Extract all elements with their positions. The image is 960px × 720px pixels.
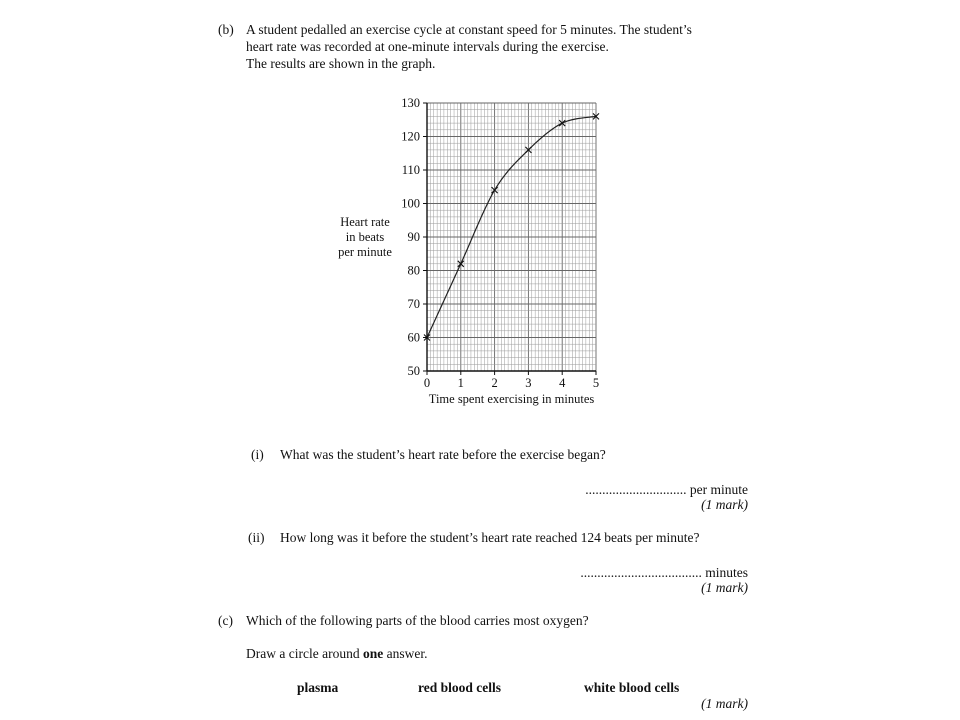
question-ii-mark: (1 mark) <box>701 580 748 595</box>
instruction-post: answer. <box>383 646 428 661</box>
part-c-instruction <box>246 646 427 663</box>
chart-ticks <box>401 96 599 390</box>
y-tick-label: 130 <box>401 96 420 110</box>
option-plasma[interactable]: plasma <box>297 680 339 695</box>
x-tick-label: 4 <box>559 376 566 390</box>
y-tick-label: 70 <box>407 297 420 311</box>
x-axis-label: Time spent exercising in minutes <box>428 392 595 406</box>
y-tick-label: 110 <box>401 163 420 177</box>
part-b-line-1: A student pedalled an exercise cycle at constant speed for 5 minutes. The student’s <box>246 22 692 37</box>
answer-dots: .................................... <box>580 565 702 580</box>
x-tick-label: 2 <box>491 376 498 390</box>
y-tick-label: 100 <box>401 196 420 211</box>
answer-unit: per minute <box>689 482 748 497</box>
option-red-blood-cells[interactable]: red blood cells <box>418 680 502 695</box>
y-axis-label <box>338 215 392 259</box>
question-i-text: What was the student’s heart rate before the exercise began? <box>280 447 606 462</box>
x-tick-label: 0 <box>423 376 431 390</box>
question-i-mark: (1 mark) <box>701 497 748 512</box>
answer-dots: .............................. <box>585 482 687 497</box>
part-c-mark: (1 mark) <box>701 696 748 711</box>
y-axis-label-line: in beats <box>345 230 385 244</box>
instruction-pre: Draw a circle around <box>246 646 363 661</box>
y-axis-label-line: Heart rate <box>340 215 390 229</box>
heart-rate-chart <box>320 88 620 418</box>
option-white-blood-cells[interactable]: white blood cells <box>584 680 680 695</box>
y-tick-label: 50 <box>407 364 420 378</box>
part-b-line-3: The results are shown in the graph. <box>246 56 436 71</box>
y-axis-label-line: per minute <box>338 245 392 259</box>
y-tick-label: 120 <box>401 129 420 144</box>
part-b-line-2: heart rate was recorded at one-minute intervals during the exercise. <box>246 39 609 54</box>
x-tick-label: 3 <box>525 376 532 390</box>
part-c-label: (c) <box>218 613 233 628</box>
part-b-label: (b) <box>218 22 234 37</box>
instruction-bold: one <box>362 646 384 661</box>
chart-grid <box>427 103 596 371</box>
question-ii-label: (ii) <box>248 530 265 545</box>
y-tick-label: 90 <box>407 230 420 244</box>
y-tick-label: 60 <box>407 330 420 345</box>
part-c-text: Which of the following parts of the blood carries most oxygen? <box>246 613 589 628</box>
x-tick-label: 1 <box>457 376 464 390</box>
answer-unit: minutes <box>705 565 748 580</box>
x-tick-label: 5 <box>592 376 600 390</box>
y-tick-label: 80 <box>407 263 420 278</box>
question-ii-text: How long was it before the student’s heart rate reached 124 beats per minute? <box>280 530 700 545</box>
question-i-label: (i) <box>251 447 264 462</box>
